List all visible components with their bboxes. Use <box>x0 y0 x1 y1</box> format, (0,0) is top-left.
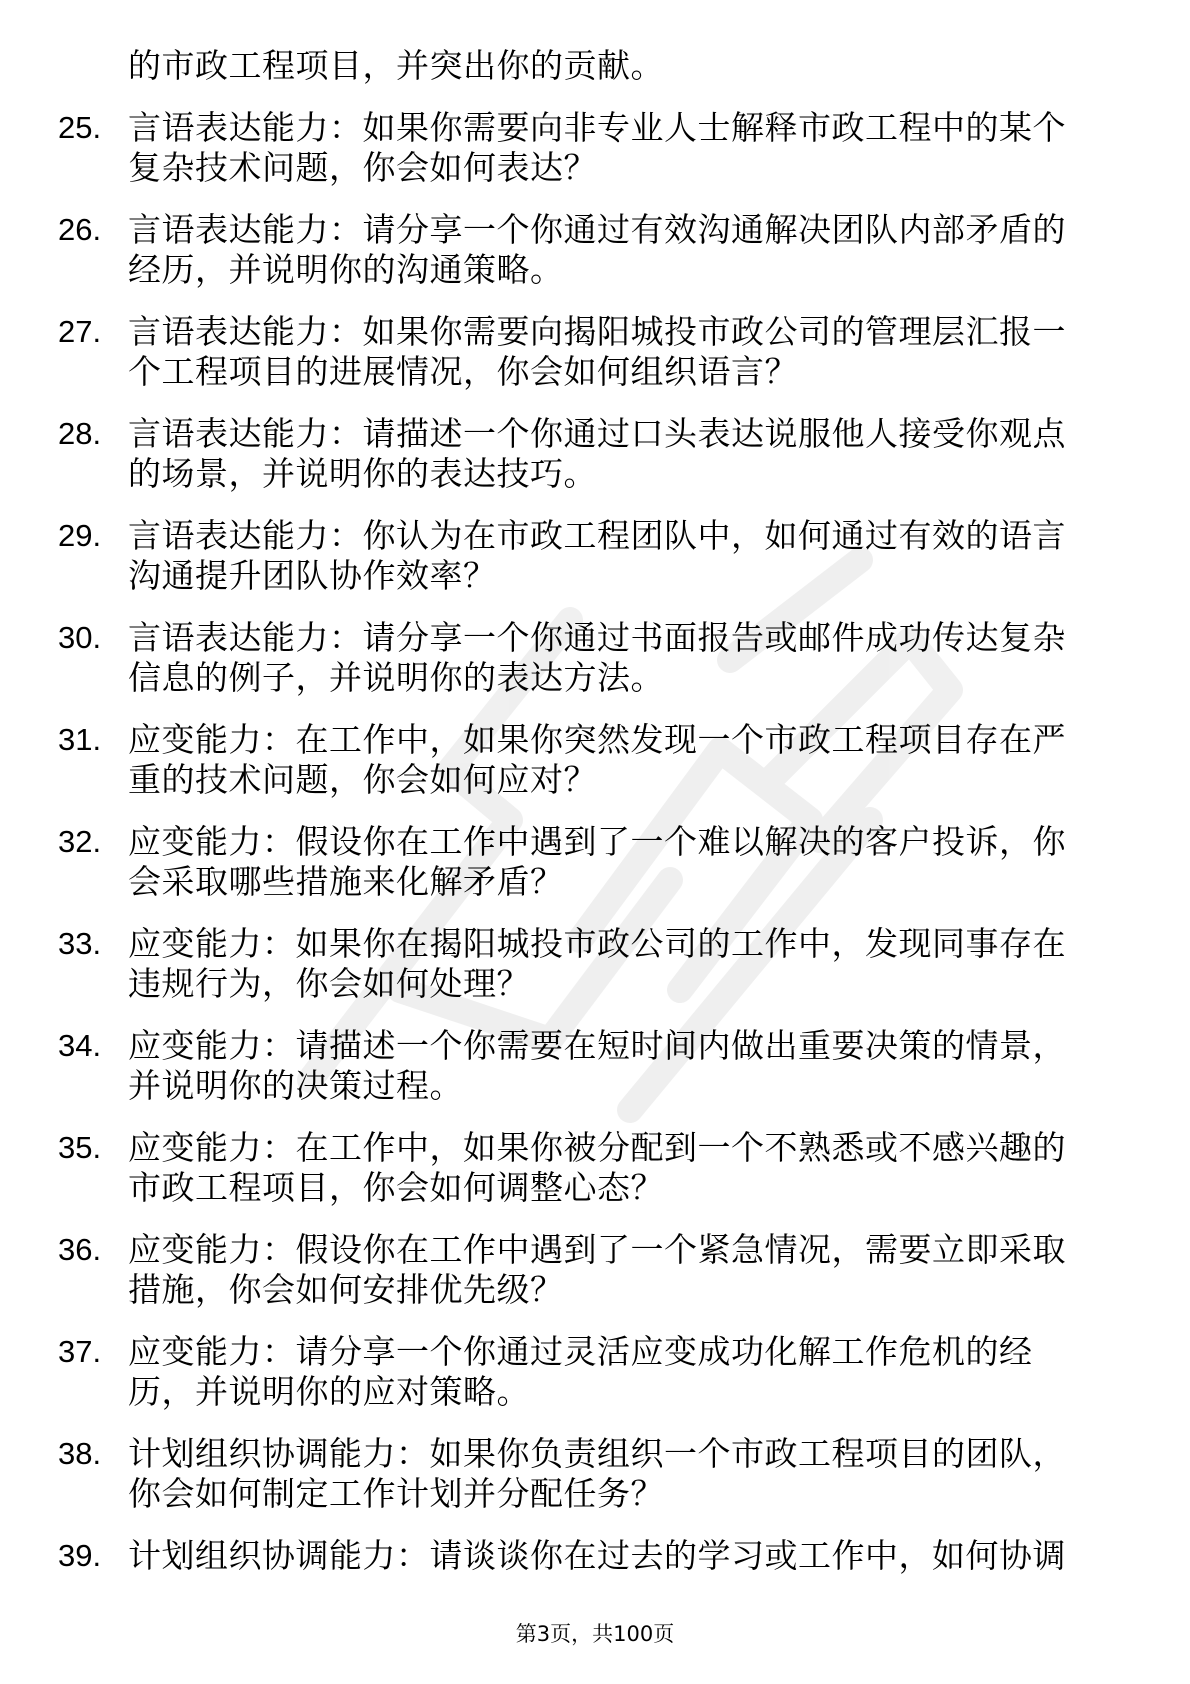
list-item-29 <box>58 516 1138 596</box>
item-line: 应变能力：如果你在揭阳城投市政公司的工作中，发现同事存在 <box>128 924 1066 963</box>
list-item-35 <box>58 1128 1138 1208</box>
item-line: 应变能力：假设你在工作中遇到了一个紧急情况，需要立即采取 <box>128 1230 1066 1269</box>
list-item-27 <box>58 312 1138 392</box>
item-number: 33. <box>58 926 102 961</box>
item-text <box>128 1536 1138 1576</box>
item-line: 言语表达能力：请描述一个你通过口头表达说服他人接受你观点 <box>128 414 1066 453</box>
item-line: 会采取哪些措施来化解矛盾？ <box>128 862 564 901</box>
item-number: 35. <box>58 1130 102 1165</box>
item-line: 个工程项目的进展情况，你会如何组织语言？ <box>128 352 798 391</box>
item-line: 言语表达能力：请分享一个你通过有效沟通解决团队内部矛盾的 <box>128 210 1066 249</box>
item-line: 应变能力：请分享一个你通过灵活应变成功化解工作危机的经 <box>128 1332 1033 1371</box>
list-item-34 <box>58 1026 1138 1106</box>
item-text <box>128 1332 1138 1412</box>
item-line: 的场景，并说明你的表达技巧。 <box>128 454 597 493</box>
item-line: 应变能力：假设你在工作中遇到了一个难以解决的客户投诉，你 <box>128 822 1066 861</box>
item-number: 30. <box>58 620 102 655</box>
item-text <box>128 516 1138 596</box>
item-line: 重的技术问题，你会如何应对？ <box>128 760 597 799</box>
item-text <box>128 1434 1138 1514</box>
item-line: 应变能力：在工作中，如果你突然发现一个市政工程项目存在严 <box>128 720 1066 759</box>
list-item-39 <box>58 1536 1138 1576</box>
item-line: 你会如何制定工作计划并分配任务？ <box>128 1474 664 1513</box>
item-line: 市政工程项目，你会如何调整心态？ <box>128 1168 664 1207</box>
list-item-25 <box>58 108 1138 188</box>
item-number: 34. <box>58 1028 102 1063</box>
item-line: 计划组织协调能力：请谈谈你在过去的学习或工作中，如何协调 <box>128 1536 1066 1575</box>
item-line: 信息的例子，并说明你的表达方法。 <box>128 658 664 697</box>
list-item-31 <box>58 720 1138 800</box>
item-line: 言语表达能力：如果你需要向非专业人士解释市政工程中的某个 <box>128 108 1066 147</box>
item-number: 36. <box>58 1232 102 1267</box>
item-line: 复杂技术问题，你会如何表达？ <box>128 148 597 187</box>
item-line: 经历，并说明你的沟通策略。 <box>128 250 564 289</box>
item-text <box>128 1230 1138 1310</box>
item-line: 言语表达能力：如果你需要向揭阳城投市政公司的管理层汇报一 <box>128 312 1066 351</box>
item-number: 37. <box>58 1334 102 1369</box>
list-item-32 <box>58 822 1138 902</box>
item-line: 言语表达能力：你认为在市政工程团队中，如何通过有效的语言 <box>128 516 1066 555</box>
item-text <box>128 1128 1138 1208</box>
item-number: 27. <box>58 314 102 349</box>
item-line: 措施，你会如何安排优先级？ <box>128 1270 564 1309</box>
item-number: 25. <box>58 110 102 145</box>
item-line: 计划组织协调能力：如果你负责组织一个市政工程项目的团队， <box>128 1434 1066 1473</box>
item-number: 28. <box>58 416 102 451</box>
item-line: 并说明你的决策过程。 <box>128 1066 463 1105</box>
item-text <box>128 210 1138 290</box>
item-text <box>128 924 1138 1004</box>
item-line: 言语表达能力：请分享一个你通过书面报告或邮件成功传达复杂 <box>128 618 1066 657</box>
item-text <box>128 720 1138 800</box>
item-number: 39. <box>58 1538 102 1573</box>
list-item-36 <box>58 1230 1138 1310</box>
item-number: 31. <box>58 722 102 757</box>
item-text <box>128 414 1138 494</box>
item-text <box>128 618 1138 698</box>
item-text <box>128 822 1138 902</box>
item-text <box>128 312 1138 392</box>
list-item-38 <box>58 1434 1138 1514</box>
item-number: 26. <box>58 212 102 247</box>
list-item-33 <box>58 924 1138 1004</box>
item-line: 应变能力：在工作中，如果你被分配到一个不熟悉或不感兴趣的 <box>128 1128 1066 1167</box>
page-footer: 第3页，共100页 <box>515 1622 675 1646</box>
list-item-30 <box>58 618 1138 698</box>
list-item-28 <box>58 414 1138 494</box>
item-line: 应变能力：请描述一个你需要在短时间内做出重要决策的情景， <box>128 1026 1066 1065</box>
item-number: 29. <box>58 518 102 553</box>
item-number: 38. <box>58 1436 102 1471</box>
item-text <box>128 108 1138 188</box>
item-line: 历，并说明你的应对策略。 <box>128 1372 530 1411</box>
continuation-line: 的市政工程项目，并突出你的贡献。 <box>128 46 664 85</box>
item-line: 违规行为，你会如何处理？ <box>128 964 530 1003</box>
list-item-26 <box>58 210 1138 290</box>
list-item-37 <box>58 1332 1138 1412</box>
question-list <box>58 46 1138 1576</box>
item-line: 沟通提升团队协作效率？ <box>128 556 497 595</box>
item-text <box>128 1026 1138 1106</box>
item-number: 32. <box>58 824 102 859</box>
